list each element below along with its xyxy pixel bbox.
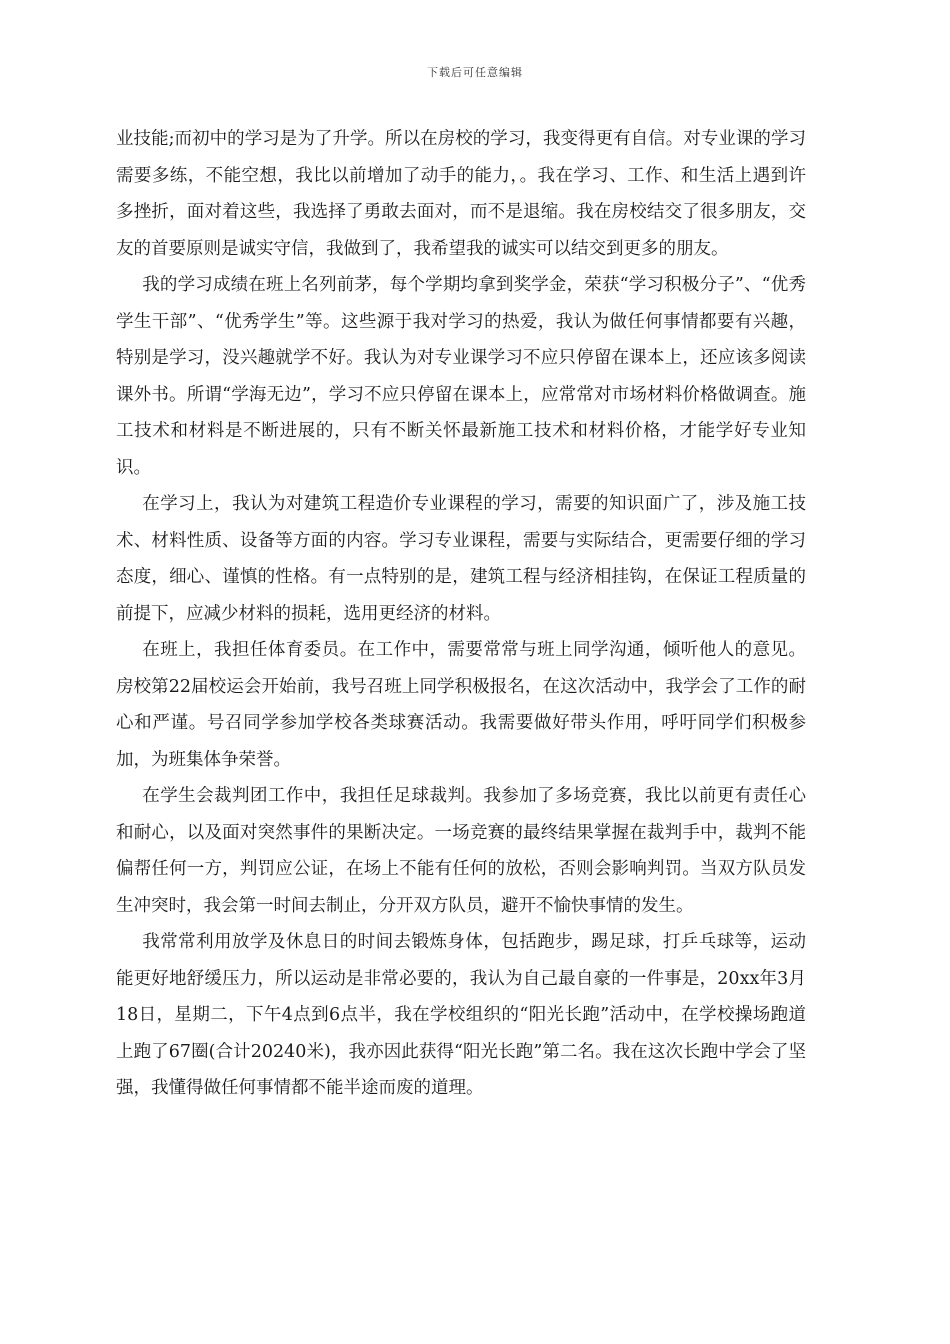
paragraph-1: 业技能;而初中的学习是为了升学。所以在房校的学习，我变得更有自信。对专业课的学习需要多练，不能空想，我比以前增加了动手的能力，。我在学习、工作、和生活上遇到许多挫折，面对着这些，我选择了勇敢去面对，而不是退缩。我在房校结交了很多朋友，交友的首要原则是诚实守信，我做到了，我希望我的诚实可以结交到更多的朋友。 [116, 129, 806, 259]
paragraph-5: 在学生会裁判团工作中，我担任足球裁判。我参加了多场竞赛，我比以前更有责任心和耐心，以及面对突然事件的果断决定。一场竞赛的最终结果掌握在裁判手中，裁判不能偏帮任何一方，判罚应公证，在场上不能有任何的放松，否则会影响判罚。当双方队员发生冲突时，我会第一时间去制止，分开双方队员，避开不愉快事情的发生。 [116, 786, 806, 916]
paragraph-6: 我常常利用放学及休息日的时间去锻炼身体，包括跑步，踢足球，打乒乓球等，运动能更好地舒缓压力，所以运动是非常必要的，我认为自己最自豪的一件事是，20xx年3月18日，星期二，下午4点到6点半，我在学校组织的“阳光长跑”活动中，在学校操场跑道上跑了67圈(合计20240米)，我亦因此获得“阳光长跑”第二名。我在这次长跑中学会了坚强，我懂得做任何事情都不能半途而废的道理。 [116, 932, 806, 1098]
document-body [116, 121, 806, 1107]
paragraph-4: 在班上，我担任体育委员。在工作中，需要常常与班上同学沟通，倾听他人的意见。房校第22届校运会开始前，我号召班上同学积极报名，在这次活动中，我学会了工作的耐心和严谨。号召同学参加学校各类球赛活动。我需要做好带头作用，呼吁同学们积极参加，为班集体争荣誉。 [116, 640, 806, 770]
paragraph-3: 在学习上，我认为对建筑工程造价专业课程的学习，需要的知识面广了，涉及施工技术、材料性质、设备等方面的内容。学习专业课程，需要与实际结合，更需要仔细的学习态度，细心、谨慎的性格。有一点特别的是，建筑工程与经济相挂钩，在保证工程质量的前提下，应减少材料的损耗，选用更经济的材料。 [116, 494, 806, 624]
paragraph-2: 我的学习成绩在班上名列前茅，每个学期均拿到奖学金，荣获“学习积极分子”、“优秀学生干部”、“优秀学生”等。这些源于我对学习的热爱，我认为做任何事情都要有兴趣，特别是学习，没兴趣就学不好。我认为对专业课学习不应只停留在课本上，还应该多阅读课外书。所谓“学海无边”，学习不应只停留在课本上，应常常对市场材料价格做调查。施工技术和材料是不断进展的，只有不断关怀最新施工技术和材料价格，才能学好专业知识。 [116, 275, 806, 478]
header-note: 下载后可任意编辑 [427, 66, 523, 79]
